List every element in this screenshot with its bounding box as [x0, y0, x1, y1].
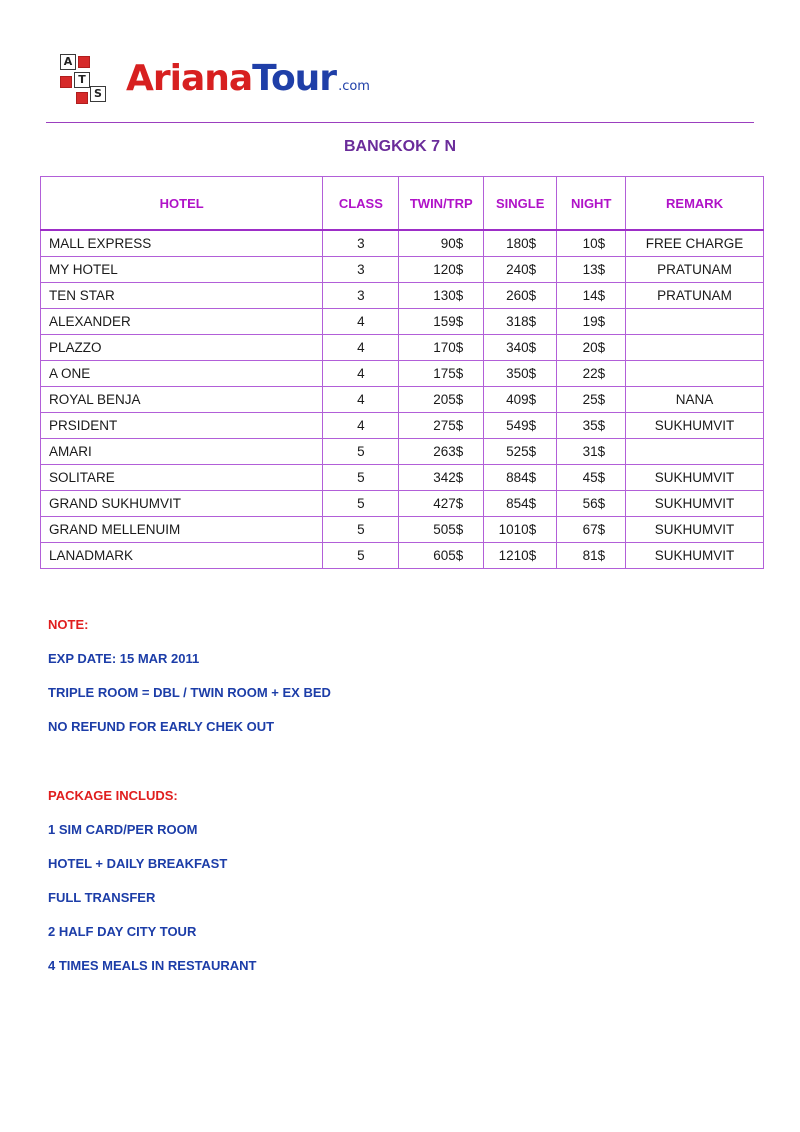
cell-class: 4 — [323, 335, 399, 361]
cell-hotel: PRSIDENT — [41, 413, 323, 439]
table-header-row — [41, 177, 764, 231]
logo-letter-t: T — [74, 72, 90, 88]
cell-night: 20$ — [557, 335, 626, 361]
cell-twin: 159$ — [399, 309, 484, 335]
cell-twin: 605$ — [399, 543, 484, 569]
table-row — [41, 413, 764, 439]
cell-single: 180$ — [484, 230, 557, 257]
cell-twin: 120$ — [399, 257, 484, 283]
cell-hotel: GRAND MELLENUIM — [41, 517, 323, 543]
cell-night: 14$ — [557, 283, 626, 309]
package-item: 2 HALF DAY CITY TOUR — [48, 924, 197, 939]
cell-remark: FREE CHARGE — [626, 230, 764, 257]
cell-remark: PRATUNAM — [626, 257, 764, 283]
logo-brand-suffix: .com — [338, 79, 370, 94]
table-row — [41, 230, 764, 257]
cell-twin: 342$ — [399, 465, 484, 491]
cell-night: 45$ — [557, 465, 626, 491]
cell-single: 240$ — [484, 257, 557, 283]
table-row — [41, 439, 764, 465]
header-night: NIGHT — [557, 177, 626, 231]
cell-single: 350$ — [484, 361, 557, 387]
cell-remark: SUKHUMVIT — [626, 543, 764, 569]
cell-class: 3 — [323, 230, 399, 257]
package-item: 1 SIM CARD/PER ROOM — [48, 822, 198, 837]
cell-class: 4 — [323, 361, 399, 387]
cell-night: 35$ — [557, 413, 626, 439]
cell-class: 4 — [323, 387, 399, 413]
cell-remark: SUKHUMVIT — [626, 413, 764, 439]
cell-remark: SUKHUMVIT — [626, 491, 764, 517]
cell-single: 549$ — [484, 413, 557, 439]
cell-hotel: AMARI — [41, 439, 323, 465]
cell-remark: SUKHUMVIT — [626, 465, 764, 491]
cell-single: 318$ — [484, 309, 557, 335]
table-row — [41, 361, 764, 387]
header-class: CLASS — [323, 177, 399, 231]
cell-twin: 427$ — [399, 491, 484, 517]
logo-red-square — [78, 56, 90, 68]
cell-single: 525$ — [484, 439, 557, 465]
cell-remark: PRATUNAM — [626, 283, 764, 309]
cell-hotel: SOLITARE — [41, 465, 323, 491]
cell-hotel: LANADMARK — [41, 543, 323, 569]
cell-twin: 505$ — [399, 517, 484, 543]
cell-class: 5 — [323, 439, 399, 465]
cell-night: 56$ — [557, 491, 626, 517]
table-row — [41, 387, 764, 413]
package-item: 4 TIMES MEALS IN RESTAURANT — [48, 958, 257, 973]
logo-blocks-icon — [56, 52, 112, 108]
table-row — [41, 309, 764, 335]
logo-brand-tour: Tour — [252, 58, 337, 99]
cell-twin: 170$ — [399, 335, 484, 361]
cell-twin: 130$ — [399, 283, 484, 309]
cell-class: 5 — [323, 517, 399, 543]
table-row — [41, 257, 764, 283]
cell-remark — [626, 309, 764, 335]
cell-single: 1210$ — [484, 543, 557, 569]
cell-remark — [626, 361, 764, 387]
note-heading: NOTE: — [48, 617, 89, 632]
logo-wordmark — [126, 58, 370, 99]
logo-letter-a: A — [60, 54, 76, 70]
header-twin-trp: TWIN/TRP — [399, 177, 484, 231]
table-body — [41, 230, 764, 569]
table-row — [41, 283, 764, 309]
package-item: HOTEL + DAILY BREAKFAST — [48, 856, 228, 871]
table-row — [41, 517, 764, 543]
logo-red-square — [76, 92, 88, 104]
logo-red-square — [60, 76, 72, 88]
note-item: NO REFUND FOR EARLY CHEK OUT — [48, 719, 275, 734]
cell-hotel: MY HOTEL — [41, 257, 323, 283]
cell-single: 340$ — [484, 335, 557, 361]
table-row — [41, 335, 764, 361]
cell-twin: 275$ — [399, 413, 484, 439]
cell-twin: 263$ — [399, 439, 484, 465]
header-hotel: HOTEL — [41, 177, 323, 231]
table-row — [41, 543, 764, 569]
note-item: EXP DATE: 15 MAR 2011 — [48, 651, 200, 666]
cell-single: 884$ — [484, 465, 557, 491]
package-heading: PACKAGE INCLUDS: — [48, 788, 178, 803]
cell-class: 5 — [323, 465, 399, 491]
cell-remark — [626, 335, 764, 361]
cell-hotel: ROYAL BENJA — [41, 387, 323, 413]
cell-class: 4 — [323, 309, 399, 335]
cell-hotel: TEN STAR — [41, 283, 323, 309]
cell-class: 5 — [323, 543, 399, 569]
company-logo — [56, 52, 370, 112]
header-divider — [46, 122, 754, 123]
page-title: BANGKOK 7 N — [343, 138, 456, 155]
cell-twin: 205$ — [399, 387, 484, 413]
cell-class: 3 — [323, 283, 399, 309]
note-item: TRIPLE ROOM = DBL / TWIN ROOM + EX BED — [48, 685, 331, 700]
cell-twin: 90$ — [399, 230, 484, 257]
cell-single: 260$ — [484, 283, 557, 309]
cell-hotel: ALEXANDER — [41, 309, 323, 335]
cell-night: 22$ — [557, 361, 626, 387]
header-remark: REMARK — [626, 177, 764, 231]
cell-night: 25$ — [557, 387, 626, 413]
cell-twin: 175$ — [399, 361, 484, 387]
cell-single: 854$ — [484, 491, 557, 517]
cell-night: 10$ — [557, 230, 626, 257]
cell-remark: SUKHUMVIT — [626, 517, 764, 543]
cell-night: 31$ — [557, 439, 626, 465]
table-row — [41, 465, 764, 491]
table-row — [41, 491, 764, 517]
cell-remark — [626, 439, 764, 465]
header-single: SINGLE — [484, 177, 557, 231]
cell-night: 19$ — [557, 309, 626, 335]
cell-class: 3 — [323, 257, 399, 283]
logo-brand-ariana: Ariana — [126, 58, 253, 99]
cell-night: 13$ — [557, 257, 626, 283]
cell-class: 5 — [323, 491, 399, 517]
cell-hotel: PLAZZO — [41, 335, 323, 361]
cell-hotel: A ONE — [41, 361, 323, 387]
cell-hotel: GRAND SUKHUMVIT — [41, 491, 323, 517]
cell-night: 81$ — [557, 543, 626, 569]
hotel-rates-table — [40, 176, 764, 569]
cell-single: 1010$ — [484, 517, 557, 543]
cell-single: 409$ — [484, 387, 557, 413]
cell-remark: NANA — [626, 387, 764, 413]
cell-class: 4 — [323, 413, 399, 439]
cell-night: 67$ — [557, 517, 626, 543]
cell-hotel: MALL EXPRESS — [41, 230, 323, 257]
package-item: FULL TRANSFER — [48, 890, 156, 905]
logo-letter-s: S — [90, 86, 106, 102]
